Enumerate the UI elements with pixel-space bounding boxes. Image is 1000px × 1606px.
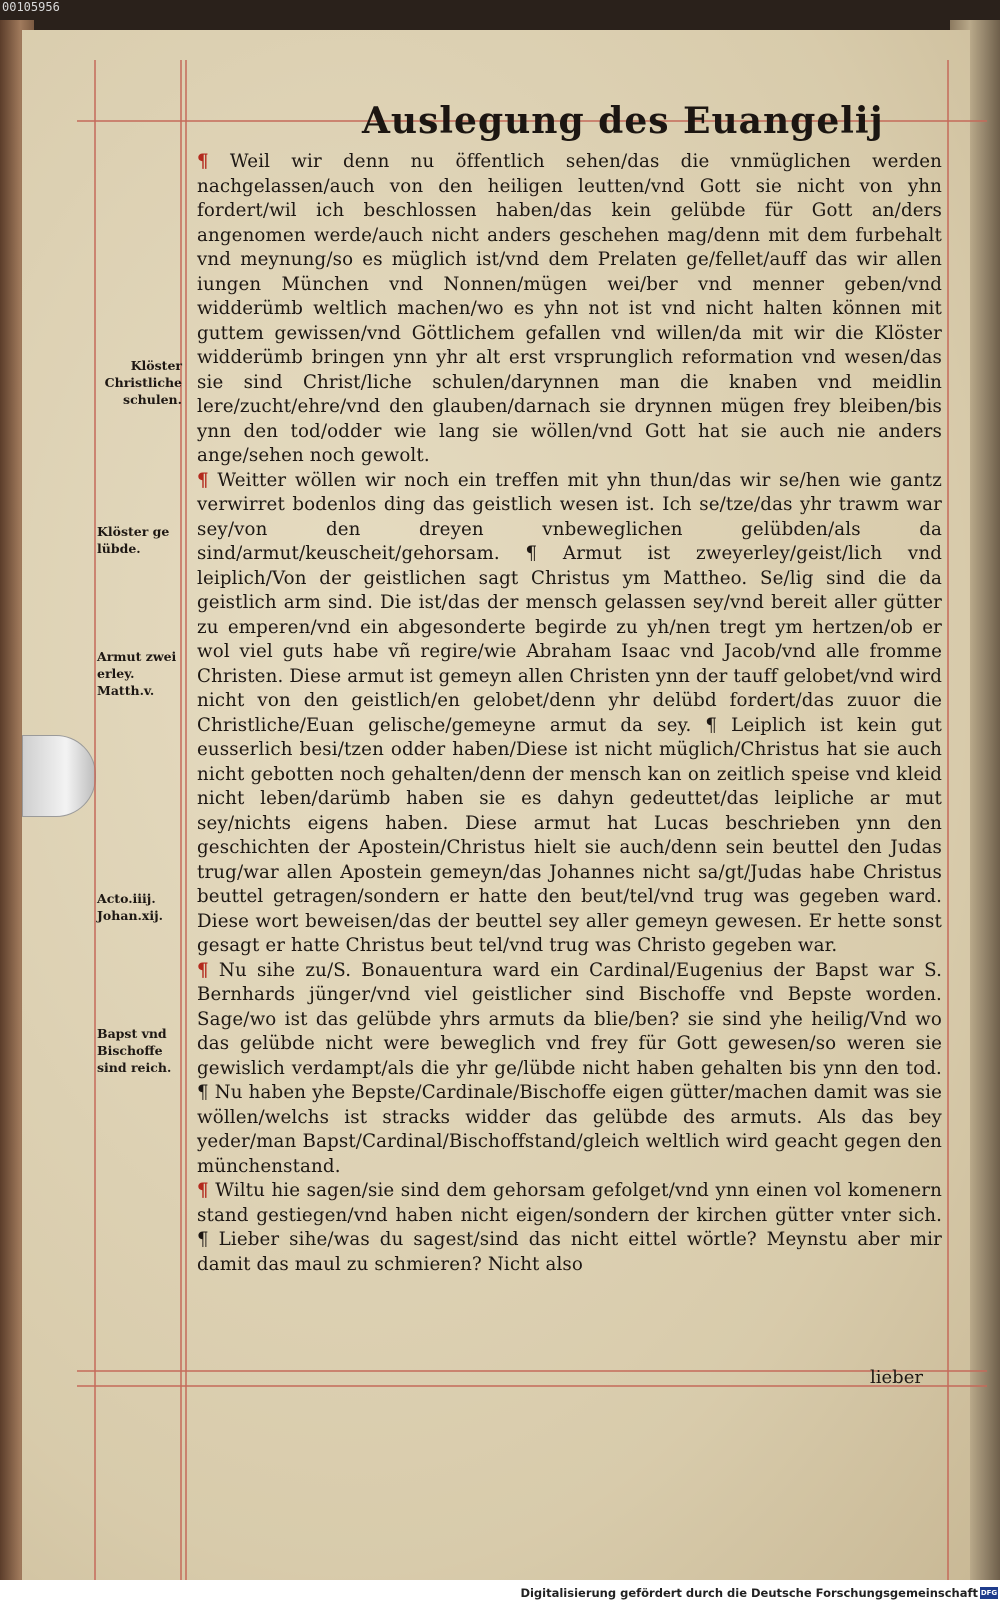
paragraph: ¶ Weil wir denn nu öffentlich sehen/das die vnmüglichen werden nachgelassen/auch von den heiligen leutten/vnd Gott sie nicht von yhn fordert/wil ich beschlossen haben/das kein gelübde für Gott an/ders angenomen werde/auch nicht anders geschehen mag/denn mit dem furbehalt vnd meynung/so es müglich ist/vnd dem Prelaten ge/fellet/auff das wir allen iungen München vnd Nonnen/mügen wei/ber vnd menner geben/vnd widderümb weltlich machen/wo es yhn not ist vnd nicht halten können mit guttem gewissen/vnd Göttlichem gefallen vnd willen/da mit wir die Klöster widderümb bringen ynn yhr alt erst vrsprunglich reformation vnd wesen/das sie sind Christ/liche schulen/darynnen man die knaben vnd meidlin lere/zucht/ehre/vnd den glauben/darnach sie drynnen mügen frey bleiben/bis ynn den tod/odder wie lang sie wöllen/vnd Gott hat sie auch nie anders ange/sehen noch gewolt. [197, 151, 942, 466]
scan-id: 00105956 [2, 0, 60, 14]
catchword: lieber [870, 1367, 923, 1388]
ruling-line [185, 60, 187, 1580]
pilcrow-mark: ¶ [197, 469, 209, 491]
dfg-logo-icon: DFG [980, 1589, 998, 1597]
running-header: Auslegung des Euangelij [362, 100, 884, 142]
margin-note: Klöster Christliche schulen. [104, 358, 182, 407]
margin-note: Acto.iiij. Johan.xij. [97, 891, 163, 923]
ruling-line [180, 60, 182, 1580]
margin-note: Armut zwei erley. Matth.v. [97, 649, 177, 698]
ruling-line [77, 1385, 987, 1387]
scan-shadow [0, 0, 1000, 30]
ruling-line [947, 60, 949, 1580]
body-text [197, 150, 942, 1277]
funding-credit: Digitalisierung gefördert durch die Deutsche Forschungsgemeinschaft [520, 1586, 978, 1600]
paragraph: ¶ Nu sihe zu/S. Bonauentura ward ein Cardinal/Eugenius der Bapst war S. Bernhards jünger/vnd viel geistlicher sind Bischoffe vnd Bepste worden. Sage/wo ist das gelübde yhrs armuts da blie/ben? sie sind yhe heilig/Vnd wo das gelübde nicht were beweglich vnd frey für Gott gewesen/so weren sie gewislich verdampt/als die yhr ge/lübde nicht haben gehalten bis ynn den tod. ¶ Nu haben yhe Bepste/Cardinale/Bischoffe eigen gütter/machen damit was sie wöllen/welchs ist stracks widder das gelübde des armuts. Als das bey yeder/man Bapst/Cardinal/Bischoffstand/gleich weltlich wird geacht gegen den münchenstand. [197, 959, 942, 1177]
footer-bar [0, 1582, 1000, 1606]
page-clip [22, 735, 96, 817]
paragraph: ¶ Wiltu hie sagen/sie sind dem gehorsam gefolget/vnd ynn einen vol komenern stand gestiegen/vnd haben nicht eigen/sondern der kirchen gütter vnter sich. ¶ Lieber sihe/was du sagest/sind das nicht eittel wörtle? Meynstu aber mir damit das maul zu schmieren? Nicht also [197, 1180, 942, 1275]
margin-note: Bapst vnd Bischoffe sind reich. [97, 1026, 172, 1075]
book-page [22, 30, 970, 1580]
margin-note: Klöster ge lübde. [97, 524, 170, 556]
ruling-line [77, 1370, 987, 1372]
pilcrow-mark: ¶ [197, 1180, 209, 1201]
pilcrow-mark: ¶ [197, 151, 209, 172]
paragraph: ¶ Weitter wöllen wir noch ein treffen mit yhn thun/das wir se/hen wie gantz verwirret bodenlos ding das geistlich wesen ist. Ich se/tze/das yhr trawm war sey/von den dreyen vnbeweglichen gelübden/als da sind/armut/keuscheit/gehorsam. ¶ Armut ist zweyerley/geist/lich vnd leiplich/Von der geistlichen sagt Christus ym Mattheo. Se/lig sind die da geistlich arm sind. Die ist/das der mensch gelassen sey/vnd bereit aller gütter zu emperen/vnd ein abgesonderte begirde zu yh/nen tregt ym hertzen/ob er wol viel guts habe vñ regire/wie Abraham Isaac vnd Jacob/vnd alle fromme Christen. Diese armut ist gemeyn allen Christen ynn der tauff gelobet/vnd wird nicht von den geistlich/en gelobet/denn yhr delübd fordert/das zuuor die Christliche/Euan gelische/gemeyne armut da sey. ¶ Leiplich ist kein gut eusserlich besi/tzen odder haben/Diese ist nicht müglich/Christus hat sie auch nicht gebotten noch gehalten/denn der mensch kan on zeitlich speise vnd kleid nicht leben/darümb haben sie es dahyn gedeuttet/das leipliche ar mut sey/nichts eigens haben. Diese armut hat Lucas beschrieben ynn den geschichten der Apostein/Christus hielt sie auch/denn sein beuttel den Judas trug/war allen Apostein gemeyn/das Johannes nicht sa/gt/Judas habe Christus beuttel getragen/sondern er hatte den beut/tel/vnd trug was gegeben ward. Diese wort beweisen/das der beuttel sey aller gemeyn gewesen. Er hette sonst gesagt er hatte Christus beut tel/vnd trug was Christo gegeben war. [197, 469, 942, 956]
ruling-line [94, 60, 96, 1580]
pilcrow-mark: ¶ [197, 959, 209, 981]
